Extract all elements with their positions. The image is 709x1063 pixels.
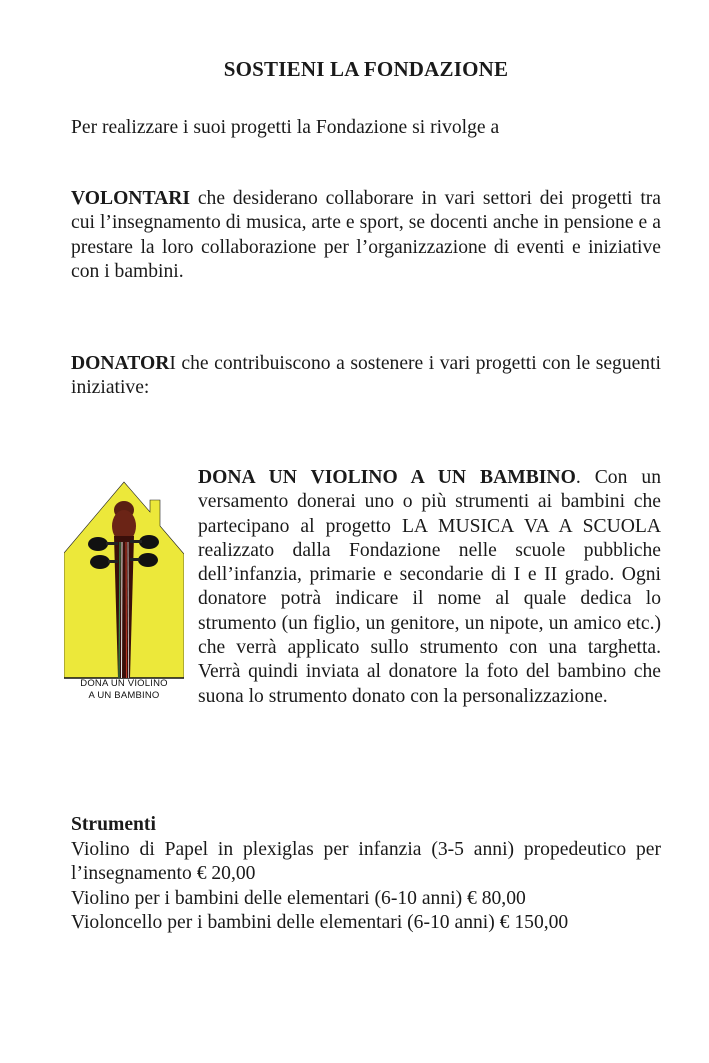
dona-violino-text: . Con un versamento donerai uno o più strumenti ai bambini che partecipano al progetto LA MUSICA VA A SCUOLA realizzato dalla Fondazione nelle scuole pubbliche dell’infanzia, primarie e secondarie di I e II grado. Ogni donatore potrà indicare il nome al quale dedica lo strumento (un figlio, un genitore, un nipote, un amico etc.) che verrà applicato sullo strumento con una targhetta. Verrà quindi inviata al donatore la foto del bambino che suona lo strumento donato con la personalizzazione.: [198, 467, 661, 707]
donatori-text: che contribuiscono a sostenere i vari progetti con le seguenti iniziative:: [71, 353, 661, 399]
volontari-label: VOLONTARI: [71, 188, 190, 209]
strumenti-list: [71, 838, 661, 935]
donatori-paragraph: [71, 352, 661, 401]
strumento-item: Violino di Papel in plexiglas per infanzia (3-5 anni) propedeutico per l’insegnamento € 20,00: [71, 839, 661, 885]
donatori-label: DONATOR: [71, 353, 170, 374]
page-title: SOSTIENI LA FONDAZIONE: [223, 57, 509, 81]
intro-paragraph: Per realizzare i suoi progetti la Fondazione si rivolge a: [71, 117, 500, 138]
dona-violino-label: DONA UN VIOLINO A UN BAMBINO: [198, 467, 576, 488]
logo-caption-line: DONA UN VIOLINO: [80, 678, 168, 689]
strumento-item: Violoncello per i bambini delle elementari (6-10 anni) € 150,00: [71, 911, 569, 933]
logo-caption: [64, 678, 184, 702]
violin-house-logo: [64, 478, 184, 703]
donatori-label-suffix: I: [169, 353, 176, 374]
strumenti-title: Strumenti: [71, 814, 156, 835]
volontari-paragraph: [71, 187, 661, 284]
strumento-item: Violino per i bambini delle elementari (6-10 anni) € 80,00: [71, 887, 526, 909]
logo-caption-line: A UN BAMBINO: [88, 690, 160, 701]
volontari-text: che desiderano collaborare in vari settori dei progetti tra cui l’insegnamento di musica, arte e sport, se docenti anche in pensione e a prestare la loro collaborazione per l’organizzazione di eventi e iniziative con i bambini.: [71, 188, 661, 282]
